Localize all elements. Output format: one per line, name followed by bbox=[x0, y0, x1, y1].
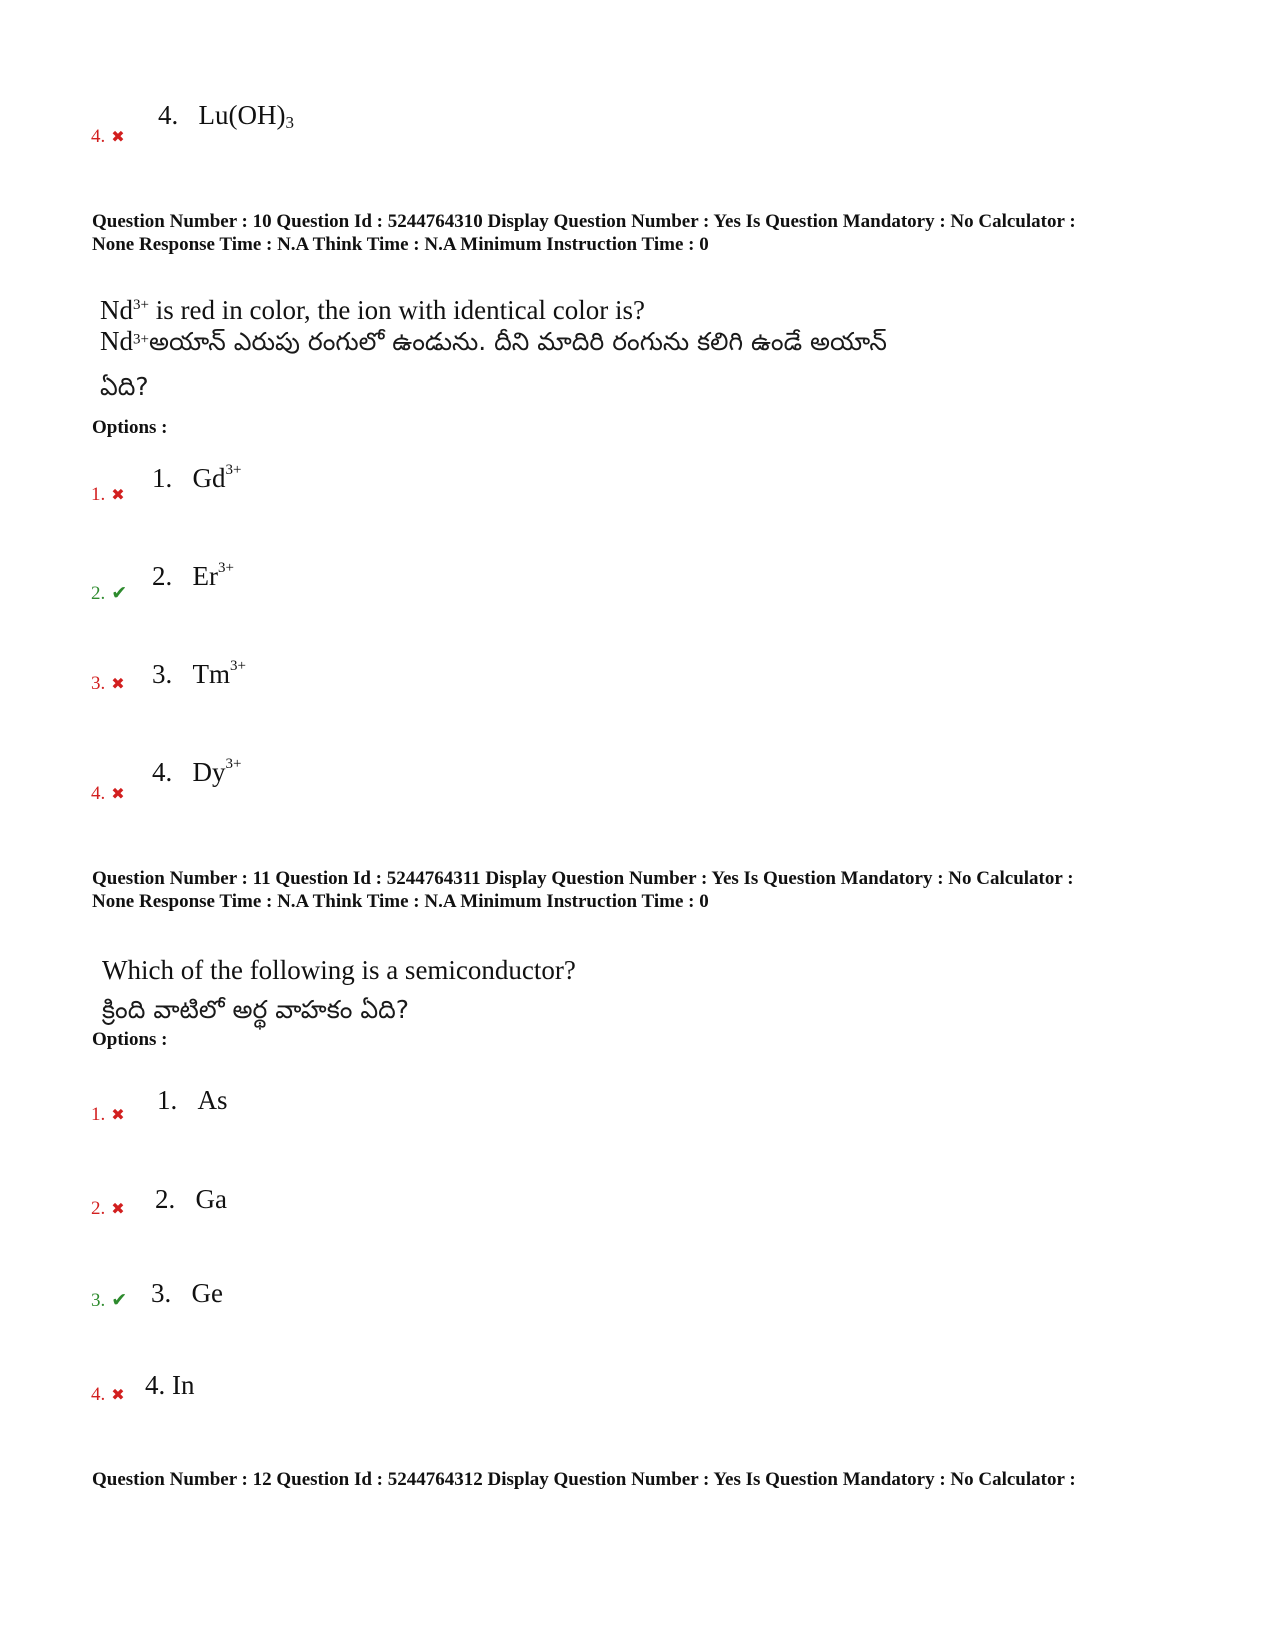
cross-icon: ✖ bbox=[111, 784, 125, 803]
q10-option-3-mark: 3. ✖ bbox=[91, 673, 125, 694]
cross-icon: ✖ bbox=[111, 674, 125, 693]
q11-english: Which of the following is a semiconductor? bbox=[102, 955, 576, 985]
q10-option-4-text: 4. $Dy^{3+}$ bbox=[152, 756, 242, 787]
q11-option-2-mark: 2. ✖ bbox=[91, 1198, 125, 1219]
q10-options-label: Options : bbox=[92, 417, 168, 438]
q10-option-3-text: 3. $Tm^{3+}$ bbox=[152, 658, 246, 689]
check-icon: ✔ bbox=[111, 1289, 128, 1311]
cross-icon: ✖ bbox=[111, 127, 125, 146]
q12-meta: Question Number : 12 Question Id : 5244764312 Display Question Number : Yes Is Question Mandatory : No Calculator : bbox=[92, 1469, 1076, 1490]
q11-telugu: క్రింది వాటిలో అర్థ వాహకం ఏది? bbox=[102, 995, 410, 1024]
cross-icon: ✖ bbox=[111, 1199, 125, 1218]
q10-option-2-text: 2. $Er^{3+}$ bbox=[152, 560, 234, 591]
q10-option-4-mark: 4. ✖ bbox=[91, 783, 125, 804]
q11-option-3-mark: 3. ✔ bbox=[91, 1289, 128, 1311]
q9-option-4-text: 4. $Lu(OH)_3$ bbox=[158, 100, 294, 132]
q10-english: $Nd^{3+}$ is red in color, the ion with identical color is? bbox=[100, 295, 646, 325]
q11-option-4-text: 4. In bbox=[145, 1370, 195, 1400]
q11-option-1-mark: 1. ✖ bbox=[91, 1104, 125, 1125]
cross-icon: ✖ bbox=[111, 485, 125, 504]
q11-option-4-mark: 4. ✖ bbox=[91, 1384, 125, 1405]
check-icon: ✔ bbox=[111, 582, 128, 604]
q11-options-label: Options : bbox=[92, 1029, 168, 1050]
cross-icon: ✖ bbox=[111, 1105, 125, 1124]
q10-option-2-mark: 2. ✔ bbox=[91, 582, 128, 604]
q11-option-2-text: 2. Ga bbox=[155, 1184, 227, 1214]
q11-option-3-text: 3. Ge bbox=[151, 1278, 223, 1308]
q10-telugu-line2: ఏది? bbox=[100, 372, 149, 401]
cross-icon: ✖ bbox=[111, 1385, 125, 1404]
q11-option-1-text: 1. As bbox=[157, 1085, 228, 1115]
q9-option-4-mark: 4. ✖ bbox=[91, 126, 125, 147]
q10-option-1-text: 1. $Gd^{3+}$ bbox=[152, 462, 242, 493]
q10-option-1-mark: 1. ✖ bbox=[91, 484, 125, 505]
q10-meta: Question Number : 10 Question Id : 5244764310 Display Question Number : Yes Is Question Mandatory : No Calculator : None Response Time : N.A Think Time : N.A Minimum Instruction Time : 0 bbox=[92, 211, 1076, 255]
q10-telugu: $Nd^{3+}అయాన్$ ఎరుపు రంగులో ఉండును. దీని మాదిరి రంగును కలిగి ఉండే అయాన్ bbox=[100, 326, 887, 356]
q11-meta: Question Number : 11 Question Id : 5244764311 Display Question Number : Yes Is Question Mandatory : No Calculator : None Response Time : N.A Think Time : N.A Minimum Instruction Time : 0 bbox=[92, 868, 1074, 912]
